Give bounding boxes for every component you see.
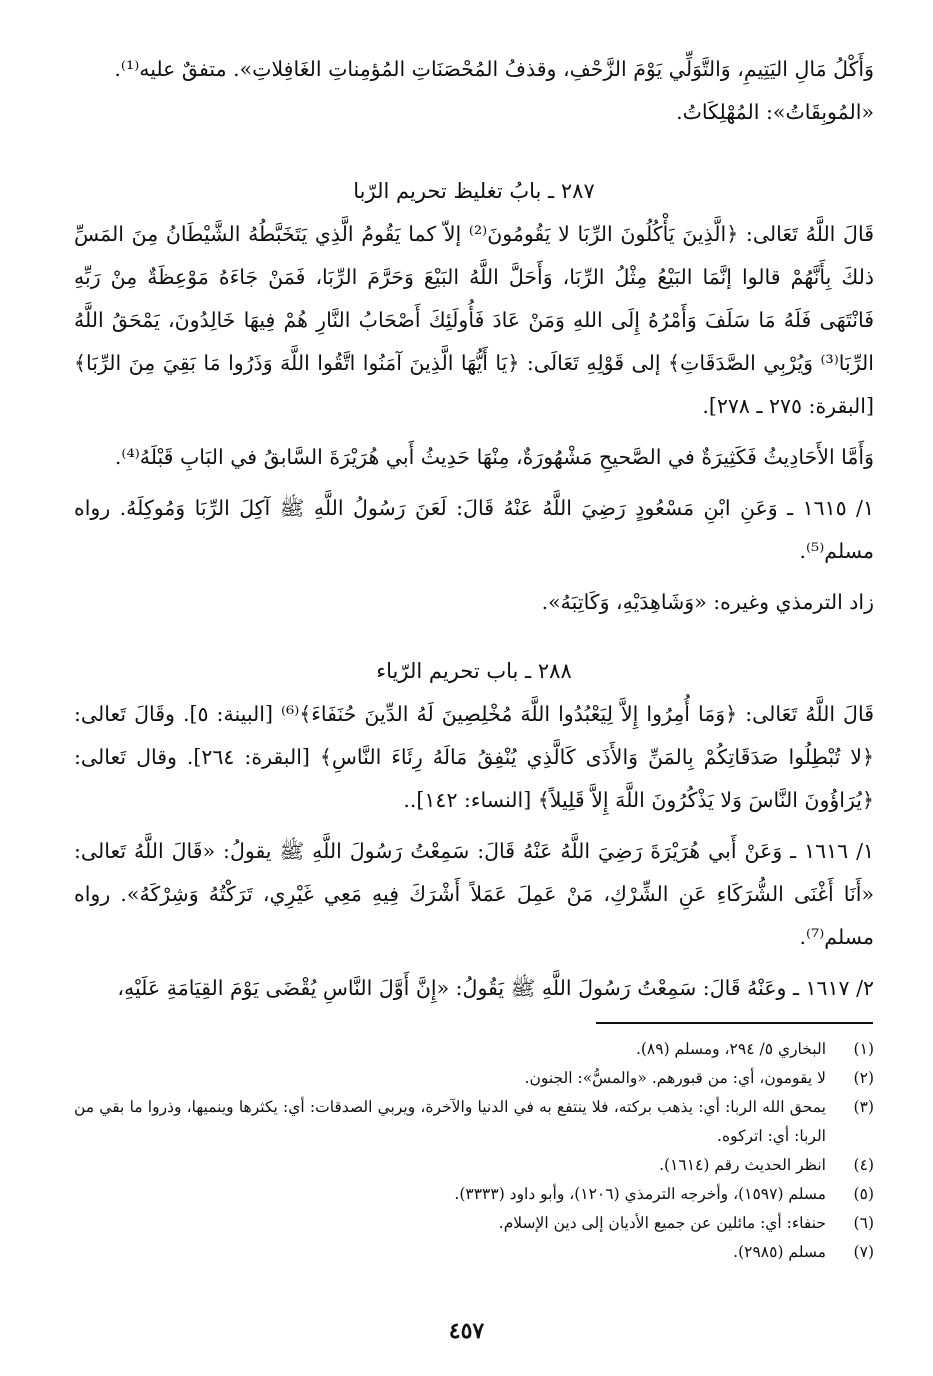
body-paragraph: «المُوبِقَاتُ»: المُهْلِكَاتُ. bbox=[676, 100, 874, 124]
body-paragraph: زاد الترمذي وغيره: «وَشَاهِدَيْهِ، وَكَاتِبَهُ». bbox=[541, 590, 874, 614]
body-paragraph: قَالَ اللَّهُ تَعَالى: ﴿الَّذِينَ يَأْكُلُونَ الرِّبَا لا يَقُومُونَ⁽²⁾ إلاّ كما يَقُومُ الَّذِي يَتَخَبَّطُهُ الشَّيْطَانُ مِنَ المَسِّ ذلكَ بِأَنَّهُمْ قالوا إنَّمَا البَيْعُ مِثْلُ الرِّبَا، وَأَحَلَّ اللَّهُ البَيْعَ وَحَرَّمَ الرِّبَا، فَمَنْ جَاءَهُ مَوْعِظَةٌ مِنْ رَبِّهِ فَانْتَهَى فَلَهُ مَا سَلَفَ وَأَمْرُهُ إِلَى اللهِ وَمَنْ عَادَ فَأُولَئِكَ أَصْحَابُ النَّارِ هُمْ فِيهَا خَالِدُونَ، يَمْحَقُ اللَّهُ الرِّبَا⁽³⁾ وَيُرْبِي الصَّدَقَاتِ﴾ إلى قَوْلِهِ تَعَالَى: ﴿يَا أَيُّهَا الَّذِينَ آمَنُوا اتَّقُوا اللَّهَ وَذَرُوا مَا بَقِيَ مِنَ الرِّبَا﴾ [البقرة: ٢٧٥ ـ ٢٧٨]. bbox=[74, 222, 874, 418]
footnote bbox=[74, 1209, 874, 1238]
footnote-number: (٥) bbox=[853, 1185, 874, 1203]
footnote-text: حنفاء: أي: مائلين عن جميع الأديان إلى دين الإسلام. bbox=[498, 1214, 826, 1232]
body-paragraph: وَأَمَّا الأَحَادِيثُ فَكَثِيرَةٌ في الصَّحيحِ مَشْهُورَةٌ، مِنْهَا حَدِيثُ أَبي هُرَيْرَةَ السَّابقُ في البَابِ قَبْلَهُ⁽⁴⁾. bbox=[114, 445, 874, 469]
footnote-number: (١) bbox=[853, 1040, 874, 1058]
footnote bbox=[74, 1064, 874, 1093]
footnote bbox=[74, 1151, 874, 1180]
footnote-text: يمحق الله الربا: أي: يذهب بركته، فلا ينتفع به في الدنيا والآخرة، ويربي الصدقات: أي: يكثرها وينميها، وذروا ما بقي من الربا: أي: اتركوه. bbox=[74, 1098, 826, 1145]
body-paragraph: وَأَكْلُ مَالِ اليَتِيمِ، وَالتَّوَلِّي يَوْمَ الزَّحْفِ، وقذفُ المُحْصَنَاتِ المُؤمِناتِ الغَافِلاتِ». متفقٌ عليه⁽¹⁾. bbox=[114, 57, 874, 81]
footnote-text: مسلم (٢٩٨٥). bbox=[733, 1243, 826, 1261]
footnote-number: (٣) bbox=[853, 1098, 874, 1116]
hadith-paragraph: ٢/ ١٦١٧ ـ وعَنْهُ قَالَ: سَمِعْتُ رَسُولَ اللَّهِ ﷺ يَقُولُ: «إِنَّ أَوَّلَ النَّاسِ يُقْضَى يَوْمَ القِيَامَةِ عَلَيْهِ، bbox=[117, 976, 874, 1000]
chapter-heading: ٢٨٨ ـ باب تحريم الرّياء bbox=[376, 659, 572, 683]
page-number: ٤٥٧ bbox=[448, 1318, 485, 1344]
footnote-text: البخاري ٥/ ٢٩٤، ومسلم (٨٩). bbox=[635, 1040, 826, 1058]
footnote-number: (٦) bbox=[853, 1214, 874, 1232]
chapter-heading: ٢٨٧ ـ بابُ تغليظ تحريم الرّبا bbox=[353, 179, 595, 203]
footnote bbox=[74, 1035, 874, 1064]
footnote bbox=[74, 1180, 874, 1209]
footnote bbox=[74, 1093, 874, 1151]
footnote-text: انظر الحديث رقم (١٦١٤). bbox=[659, 1156, 826, 1174]
hadith-paragraph: ١/ ١٦١٦ ـ وَعَنْ أَبي هُرَيْرَةَ رَضِيَ اللَّهُ عَنْهُ قَالَ: سَمِعْتُ رَسُولَ اللَّهِ ﷺ يقولُ: «قَالَ اللَّهُ تَعالى: «أَنَا أَغْنَى الشُّرَكَاءِ عَنِ الشِّرْكِ، مَنْ عَمِلَ عَمَلاً أَشْرَكَ فِيهِ مَعِي غَيْرِي، تَرَكْتُهُ وَشِرْكَهُ». رواه مسلم⁽⁷⁾. bbox=[74, 839, 874, 949]
footnotes bbox=[74, 1035, 874, 1267]
footnote-number: (٧) bbox=[853, 1243, 874, 1261]
footnote-text: مسلم (١٥٩٧)، وأخرجه الترمذي (١٢٠٦)، وأبو داود (٣٣٣٣). bbox=[454, 1185, 826, 1203]
body-paragraph: قَالَ اللَّهُ تَعَالى: ﴿وَمَا أُمِرُوا إِلاَّ لِيَعْبُدُوا اللَّهَ مُخْلِصِينَ لَهُ الدِّينَ حُنَفَاءَ﴾⁽⁶⁾ [البينة: ٥]. وقَالَ تَعالى: ﴿لا تُبْطِلُوا صَدَقَاتِكُمْ بِالمَنِّ وَالأَذَى كَالَّذِي يُنْفِقُ مَالَهُ رِئَاءَ النَّاسِ﴾ [البقرة: ٢٦٤]. وقال تَعالى: ﴿يُرَاؤُونَ النَّاسَ وَلا يَذْكُرُونَ اللَّهَ إِلاَّ قَلِيلاً﴾ [النساء: ١٤٢].. bbox=[74, 702, 874, 812]
footnote-separator bbox=[596, 1022, 873, 1024]
footnote-number: (٢) bbox=[853, 1069, 874, 1087]
footnote-text: لا يقومون، أي: من قبورهم. «والمسُّ»: الجنون. bbox=[524, 1069, 826, 1087]
hadith-paragraph: ١/ ١٦١٥ ـ وَعَنِ ابْنِ مَسْعُودٍ رَضِيَ اللَّهُ عَنْهُ قَالَ: لَعَنَ رَسُولُ اللَّهِ ﷺ آكِلَ الرِّبَا وَمُوكِلَهُ. رواه مسلم⁽⁵⁾. bbox=[74, 496, 874, 563]
footnote bbox=[74, 1238, 874, 1267]
footnote-number: (٤) bbox=[853, 1156, 874, 1174]
page-body bbox=[74, 48, 874, 1010]
